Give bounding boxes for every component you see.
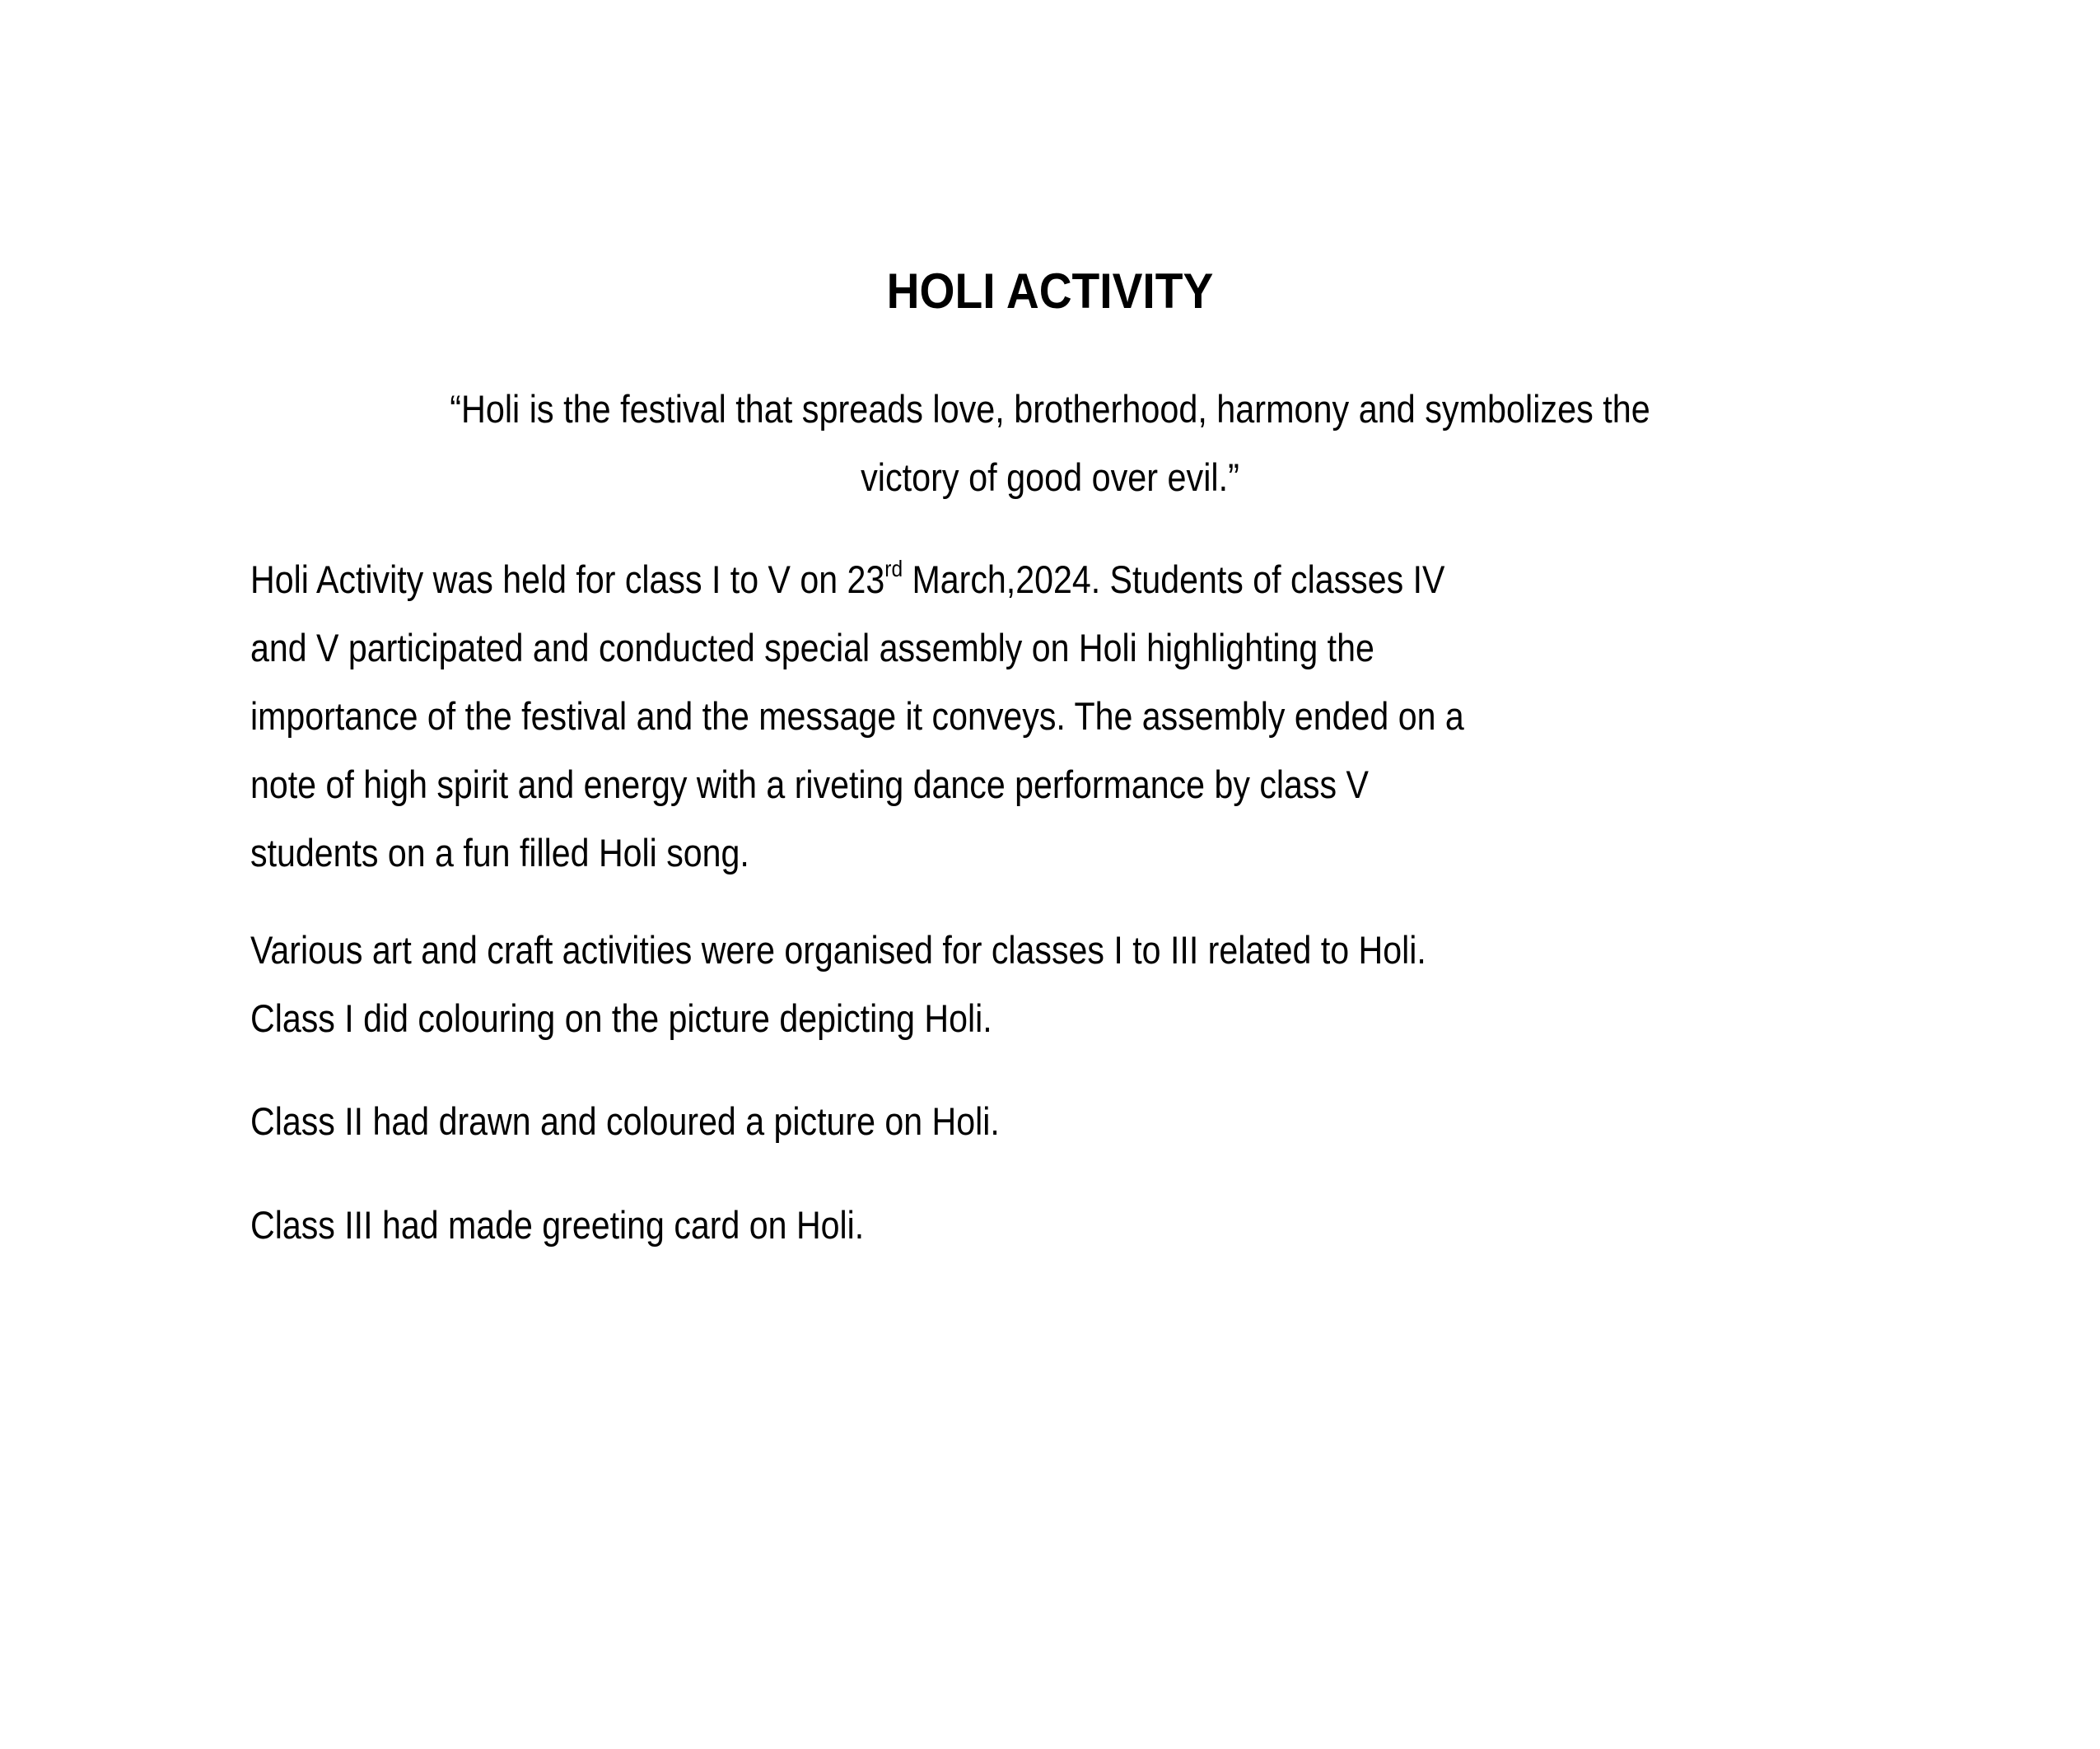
paragraph-line: Class III had made greeting card on Holi. [250, 1203, 865, 1247]
text-run: March,2024. Students of classes IV [903, 557, 1445, 601]
text-run: Holi Activity was held for class I to V on 23 [250, 557, 885, 601]
paragraph-class-iii [250, 1191, 1764, 1259]
paragraph-assembly [250, 545, 1764, 887]
paragraph-line: note of high spirit and energy with a riveting dance performance by class V [250, 763, 1369, 806]
quote-block [343, 375, 1757, 511]
paragraph-art-craft [250, 916, 1764, 1052]
quote-line: victory of good over evil.” [861, 455, 1239, 499]
paragraph-line: Class I did colouring on the picture depicting Holi. [250, 996, 992, 1040]
ordinal-suffix: rd [884, 556, 903, 581]
paragraph-line: and V participated and conducted special assembly on Holi highlighting the [250, 626, 1374, 669]
paragraph-line: Class II had drawn and coloured a picture on Holi. [250, 1099, 1000, 1143]
paragraph-class-ii [250, 1087, 1764, 1155]
paragraph-line: Various art and craft activities were organised for classes I to III related to Holi. [250, 928, 1426, 972]
quote-line: “Holi is the festival that spreads love, brotherhood, harmony and symbolizes the [450, 387, 1650, 431]
paragraph-line: importance of the festival and the message it conveys. The assembly ended on a [250, 694, 1464, 738]
paragraph-line [250, 545, 1764, 613]
page-title: HOLI ACTIVITY [886, 264, 1214, 319]
paragraph-line: students on a fun filled Holi song. [250, 831, 749, 874]
